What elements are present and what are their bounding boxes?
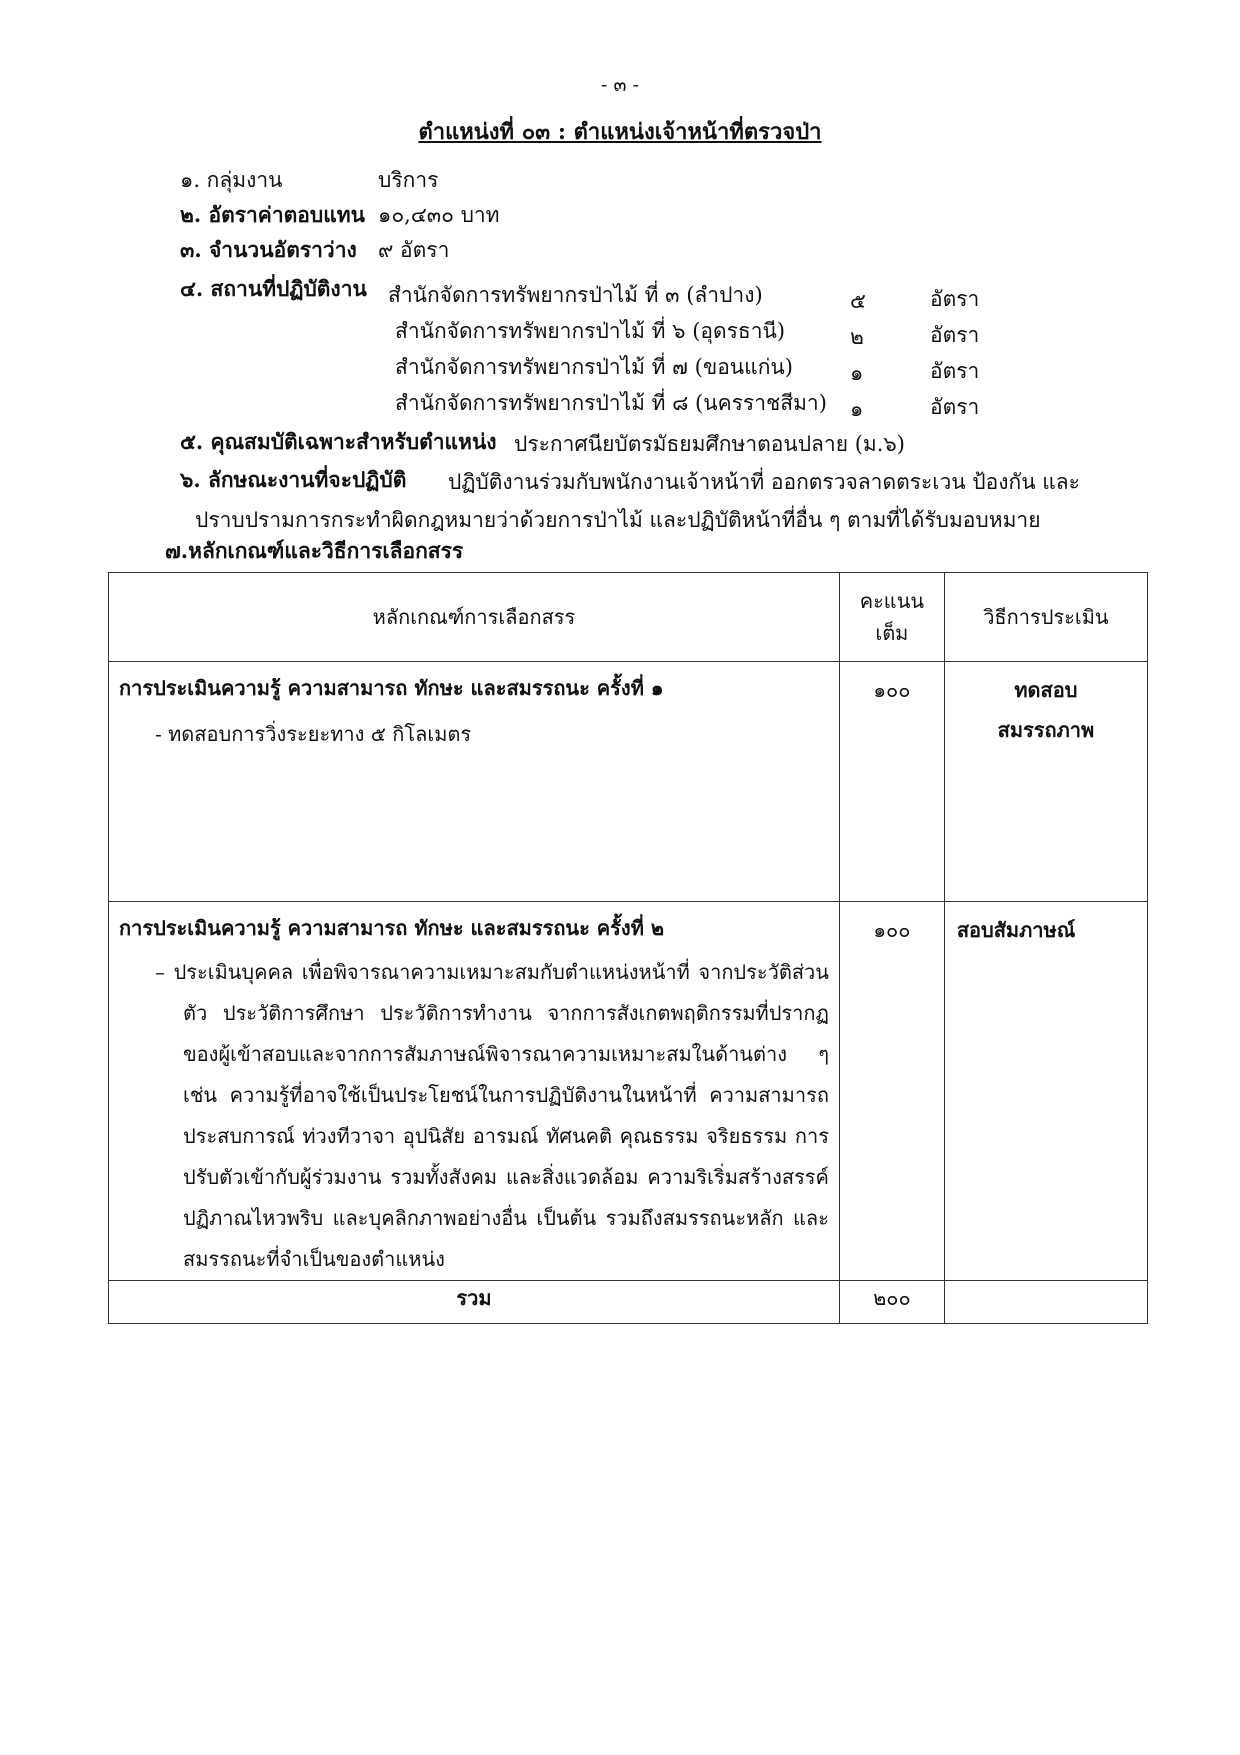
header-criteria: หลักเกณฑ์การเลือกสรร — [109, 573, 840, 662]
criteria-item: – ประเมินบุคคล เพื่อพิจารณาความเหมาะสมกับตำแหน่งหน้าที่ จากประวัติส่วนตัว ประวัติการศึกษา ประวัติการทำงาน จากการสังเกตพฤติกรรมที่ปรากฏของผู้เข้าสอบและจากการสัมภาษณ์พิจารณาความเหมาะสมในด้านต่าง ๆ เช่น ความรู้ที่อาจใช้เป็นประโยชน์ในการปฏิบัติงานในหน้าที่ ความสามารถ ประสบการณ์ ท่วงทีวาจา อุปนิสัย อารมณ์ ทัศนคติ คุณธรรม จริยธรรม การปรับตัวเข้ากับผู้ร่วมงาน รวมทั้งสังคม และสิ่งแวดล้อม ความริเริ่มสร้างสรรค์ ปฏิภาณไหวพริบ และบุคลิกภาพอย่างอื่น เป็นต้น รวมถึงสมรรถนะหลัก และสมรรถนะที่จำเป็นของตำแหน่ง — [155, 960, 829, 1271]
header-score-line2: เต็ม — [875, 621, 909, 645]
location-name: สำนักจัดการทรัพยากรป่าไม้ ที่ ๓ (ลำปาง) — [388, 283, 763, 307]
location-name: สำนักจัดการทรัพยากรป่าไม้ ที่ ๘ (นครราชสีมา) — [395, 391, 827, 415]
total-score: ๒๐๐ — [839, 1281, 944, 1324]
location-name: สำนักจัดการทรัพยากรป่าไม้ ที่ ๖ (อุดรธานี) — [395, 319, 786, 343]
field-job-description-label: ๖. ลักษณะงานที่จะปฏิบัติ — [180, 467, 407, 492]
criteria-title: การประเมินความรู้ ความสามารถ ทักษะ และสมรรถนะ ครั้งที่ ๒ — [119, 916, 665, 940]
field-job-description-line1: ปฏิบัติงานร่วมกับพนักงานเจ้าหน้าที่ ออกตรวจลาดตระเวน ป้องกัน และ — [448, 470, 1080, 494]
criteria-cell — [109, 902, 840, 1281]
location-count: ๑ — [850, 397, 864, 421]
field-selection-criteria-label: ๗.หลักเกณฑ์และวิธีการเลือกสรร — [165, 538, 464, 563]
criteria-cell — [109, 662, 840, 902]
field-work-group-value: บริการ — [378, 168, 439, 192]
location-unit: อัตรา — [930, 287, 980, 311]
total-label: รวม — [109, 1281, 840, 1324]
method-cell — [944, 662, 1147, 902]
header-method: วิธีการประเมิน — [944, 573, 1147, 662]
location-unit: อัตรา — [930, 359, 980, 383]
field-job-description-line2: ปราบปรามการกระทำผิดกฎหมายว่าด้วยการป่าไม้ และปฏิบัติหน้าที่อื่น ๆ ตามที่ได้รับมอบหมาย — [195, 508, 1041, 532]
location-count: ๑ — [850, 361, 864, 385]
table-row — [109, 902, 1148, 1281]
table-row — [109, 662, 1148, 902]
field-compensation-label: ๒. อัตราค่าตอบแทน — [180, 202, 365, 227]
total-method — [944, 1281, 1147, 1324]
field-vacancy-label: ๓. จำนวนอัตราว่าง — [180, 237, 357, 262]
table-header-row — [109, 573, 1148, 662]
field-work-group-label: ๑. กลุ่มงาน — [180, 168, 283, 192]
location-unit: อัตรา — [930, 395, 980, 419]
field-compensation-value: ๑๐,๔๓๐ บาท — [378, 203, 500, 227]
page-number: - ๓ - — [601, 74, 639, 96]
field-qualification-label: ๕. คุณสมบัติเฉพาะสำหรับตำแหน่ง — [180, 429, 497, 454]
header-score-line1: คะแนน — [859, 589, 925, 613]
location-count: ๕ — [850, 289, 866, 313]
header-full-score — [839, 573, 944, 662]
method-cell: สอบสัมภาษณ์ — [944, 902, 1147, 1281]
method-line2: สมรรถภาพ — [997, 718, 1095, 742]
field-workplace-label: ๔. สถานที่ปฏิบัติงาน — [180, 276, 367, 301]
score-cell: ๑๐๐ — [839, 662, 944, 902]
position-heading: ตำแหน่งที่ ๐๓ : ตำแหน่งเจ้าหน้าที่ตรวจป่า — [418, 119, 822, 145]
location-name: สำนักจัดการทรัพยากรป่าไม้ ที่ ๗ (ขอนแก่น) — [395, 355, 793, 379]
location-count: ๒ — [850, 325, 864, 349]
field-qualification-value: ประกาศนียบัตรมัธยมศึกษาตอนปลาย (ม.๖) — [514, 432, 905, 456]
criteria-table — [108, 572, 1148, 1324]
criteria-item: - ทดสอบการวิ่งระยะทาง ๕ กิโลเมตร — [155, 722, 472, 746]
table-total-row — [109, 1281, 1148, 1324]
score-cell: ๑๐๐ — [839, 902, 944, 1281]
location-unit: อัตรา — [930, 323, 980, 347]
method-line1: ทดสอบ — [1014, 678, 1078, 702]
field-vacancy-value: ๙ อัตรา — [378, 238, 450, 262]
criteria-title: การประเมินความรู้ ความสามารถ ทักษะ และสมรรถนะ ครั้งที่ ๑ — [119, 676, 664, 700]
